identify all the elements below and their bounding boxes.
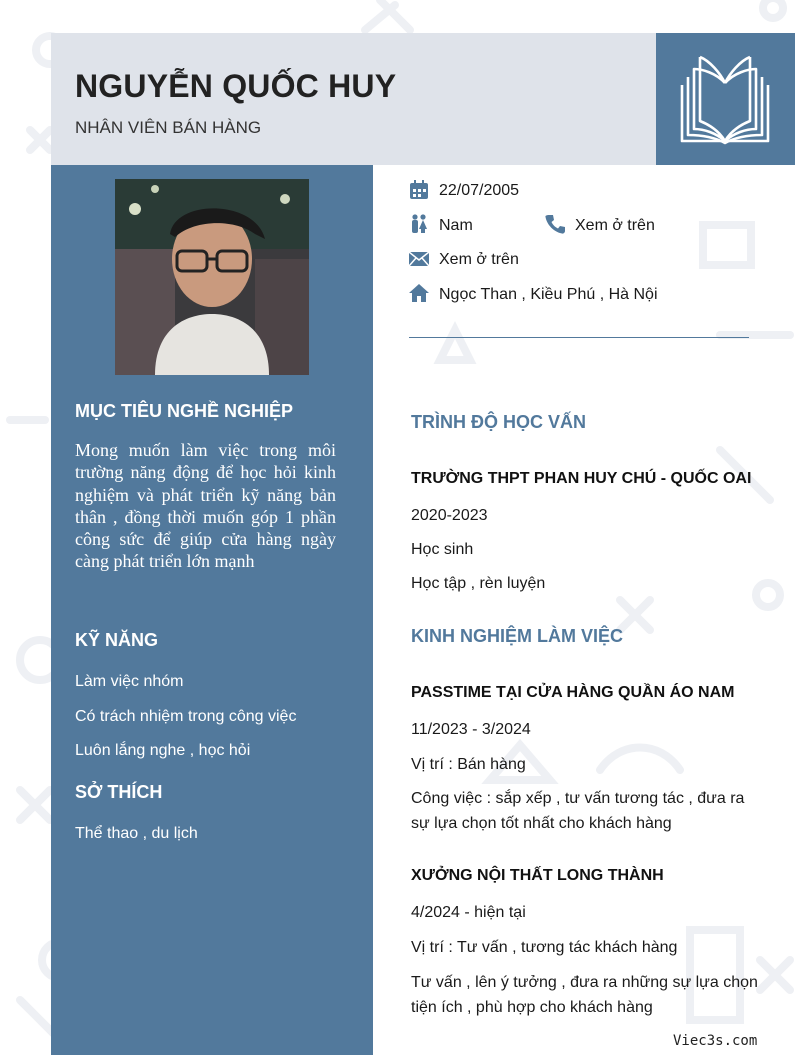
birthday: 22/07/2005 (439, 182, 520, 199)
skill-item: Làm việc nhóm (75, 673, 184, 690)
objective-text: Mong muốn làm việc trong môi trường năng động để học hỏi kinh nghiệm và phát triển kỹ năng bản thân , đồng thời muốn góp 1 phần công sức để giúp cửa hàng ngày càng phát triển lớn mạnh (75, 440, 336, 572)
skill-item: Luôn lắng nghe , học hỏi (75, 742, 251, 759)
job-description: Tư vấn , lên ý tưởng , đưa ra những sự lựa chọn tiện ích , phù hợp cho khách hàng (411, 974, 758, 1016)
education-heading: TRÌNH ĐỘ HỌC VẤN (411, 412, 586, 432)
job-position: Vị trí : Tư vấn , tương tác khách hàng (411, 939, 678, 956)
gender-icon (409, 214, 429, 234)
gender: Nam (439, 217, 473, 234)
home-icon (409, 283, 429, 303)
hobbies-text: Thể thao , du lịch (75, 825, 198, 842)
job-company: XƯỞNG NỘI THẤT LONG THÀNH (411, 867, 664, 884)
education-role: Học sinh (411, 541, 474, 558)
objective-heading: MỤC TIÊU NGHỀ NGHIỆP (75, 401, 294, 421)
experience-heading: KINH NGHIỆM LÀM VIỆC (411, 626, 624, 646)
phone-icon (545, 214, 565, 234)
job-company: PASSTIME TẠI CỬA HÀNG QUẦN ÁO NAM (411, 684, 735, 701)
school-name: TRƯỜNG THPT PHAN HUY CHÚ - QUỐC OAI (411, 470, 752, 487)
skills-heading: KỸ NĂNG (75, 630, 159, 650)
main-content (373, 165, 800, 1055)
calendar-icon (409, 180, 429, 200)
candidate-name: NGUYỄN QUỐC HUY (75, 68, 397, 104)
open-book-icon (656, 33, 795, 165)
sidebar (51, 165, 373, 1055)
job-position: Vị trí : Bán hàng (411, 756, 526, 773)
header-band (51, 33, 656, 165)
hobbies-heading: SỞ THÍCH (75, 782, 163, 802)
job-period: 4/2024 - hiện tại (411, 904, 526, 921)
profile-photo (115, 179, 309, 375)
education-description: Học tập , rèn luyện (411, 575, 546, 592)
divider (409, 337, 749, 338)
address: Ngọc Than , Kiều Phú , Hà Nội (439, 286, 658, 303)
skill-item: Có trách nhiệm trong công việc (75, 708, 297, 725)
education-period: 2020-2023 (411, 507, 488, 524)
job-description: Công việc : sắp xếp , tư vấn tương tác , đưa ra sự lựa chọn tốt nhất cho khách hàng (411, 790, 745, 832)
envelope-icon (409, 249, 429, 269)
watermark: Viec3s.com (673, 1033, 758, 1049)
job-period: 11/2023 - 3/2024 (411, 721, 531, 738)
job-title: NHÂN VIÊN BÁN HÀNG (75, 118, 262, 137)
email: Xem ở trên (439, 251, 519, 268)
phone: Xem ở trên (575, 217, 655, 234)
logo-panel (656, 33, 795, 165)
